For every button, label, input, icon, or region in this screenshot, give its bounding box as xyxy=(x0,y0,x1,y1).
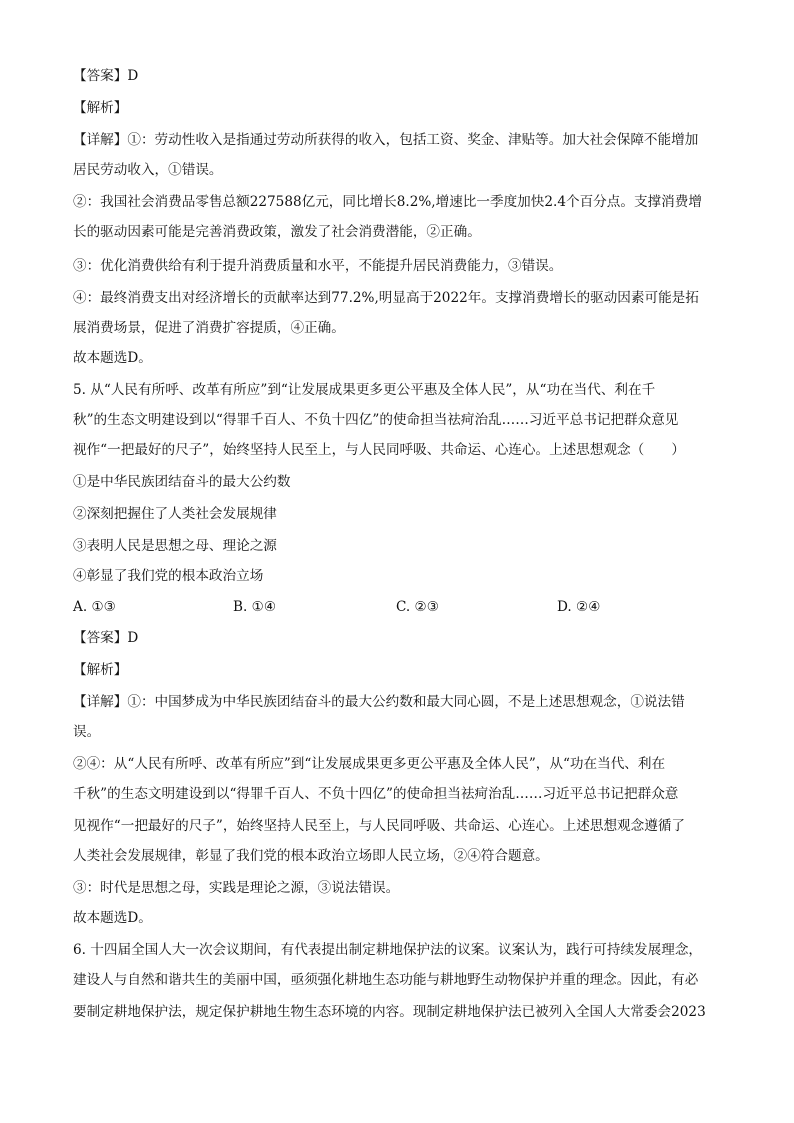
q4-analysis-heading: 【解析】 xyxy=(73,100,128,116)
q5-option-a: A. ①③ xyxy=(73,599,116,615)
q4-detail-line: 长的驱动因素可能是完善消费政策，激发了社会消费潜能，②正确。 xyxy=(73,224,481,240)
q5-detail-line: 见视作“一把最好的尺子”，始终坚持人民至上，与人民同呼吸、共命运、心连心。上述思想观念遵循了 xyxy=(73,818,686,834)
q5-detail-line: 千秋”的生态文明建设到以“得罪千百人、不负十四亿”的使命担当祛疴治乱……习近平总书记把群众意 xyxy=(73,786,679,802)
q5-detail-line: 人类社会发展规律，彰显了我们党的根本政治立场即人民立场，②④符合题意。 xyxy=(73,848,549,864)
q5-statement: ②深刻把握住了人类社会发展规律 xyxy=(73,506,277,522)
q4-conclusion: 故本题选D。 xyxy=(73,350,152,366)
q4-detail-line: 【详解】①：劳动性收入是指通过劳动所获得的收入，包括工资、奖金、津贴等。加大社会保障不能增加 xyxy=(73,132,699,148)
q5-option-c: C. ②③ xyxy=(396,599,439,615)
q6-stem-line: 建设人与自然和谐共生的美丽中国，亟须强化耕地生态功能与耕地野生动物保护并重的理念。因此，有必 xyxy=(73,972,699,988)
q4-detail-line: 展消费场景，促进了消费扩容提质，④正确。 xyxy=(73,320,345,336)
q5-detail-line: 【详解】①：中国梦成为中华民族团结奋斗的最大公约数和最大同心圆，不是上述思想观念，①说法错 xyxy=(73,694,685,710)
q4-detail-line: ②：我国社会消费品零售总额227588亿元，同比增长8.2%,增速比一季度加快2.4个百分点。支撑消费增 xyxy=(73,194,702,210)
q5-conclusion: 故本题选D。 xyxy=(73,910,152,926)
q5-statement: ③表明人民是思想之母、理论之源 xyxy=(73,538,277,554)
q5-detail-line: ③：时代是思想之母，实践是理论之源，③说法错误。 xyxy=(73,880,400,896)
q5-stem-line: 视作“一把最好的尺子”，始终坚持人民至上，与人民同呼吸、共命运、心连心。上述思想观念（ ） xyxy=(73,442,686,458)
q6-stem-line: 要制定耕地保护法，规定保护耕地生物生态环境的内容。现制定耕地保护法已被列入全国人大常委会2023 xyxy=(73,1004,706,1020)
q5-stem-line: 5. 从“人民有所呼、改革有所应”到“让发展成果更多更公平惠及全体人民”，从“功在当代、利在千 xyxy=(73,382,656,398)
q5-statement: ④彰显了我们党的根本政治立场 xyxy=(73,568,264,584)
q4-detail-line: 居民劳动收入，①错误。 xyxy=(73,162,223,178)
q5-detail-line: ②④：从“人民有所呼、改革有所应”到“让发展成果更多更公平惠及全体人民”，从“功在当代、利在 xyxy=(73,756,666,772)
q5-stem-line: 秋”的生态文明建设到以“得罪千百人、不负十四亿”的使命担当祛疴治乱……习近平总书记把群众意见 xyxy=(73,412,679,428)
q4-answer: 【答案】D xyxy=(73,68,139,84)
q4-detail-line: ③：优化消费供给有利于提升消费质量和水平，不能提升居民消费能力，③错误。 xyxy=(73,258,563,274)
q5-option-d: D. ②④ xyxy=(557,599,601,615)
q5-statement: ①是中华民族团结奋斗的最大公约数 xyxy=(73,474,291,490)
q4-detail-line: ④：最终消费支出对经济增长的贡献率达到77.2%,明显高于2022年。支撑消费增长的驱动因素可能是拓 xyxy=(73,290,699,306)
q5-option-b: B. ①④ xyxy=(233,599,277,615)
q5-answer: 【答案】D xyxy=(73,630,139,646)
q5-analysis-heading: 【解析】 xyxy=(73,662,128,678)
q5-detail-line: 误。 xyxy=(73,724,101,740)
q6-stem-line: 6. 十四届全国人大一次会议期间，有代表提出制定耕地保护法的议案。议案认为，践行可持续发展理念， xyxy=(73,942,703,958)
